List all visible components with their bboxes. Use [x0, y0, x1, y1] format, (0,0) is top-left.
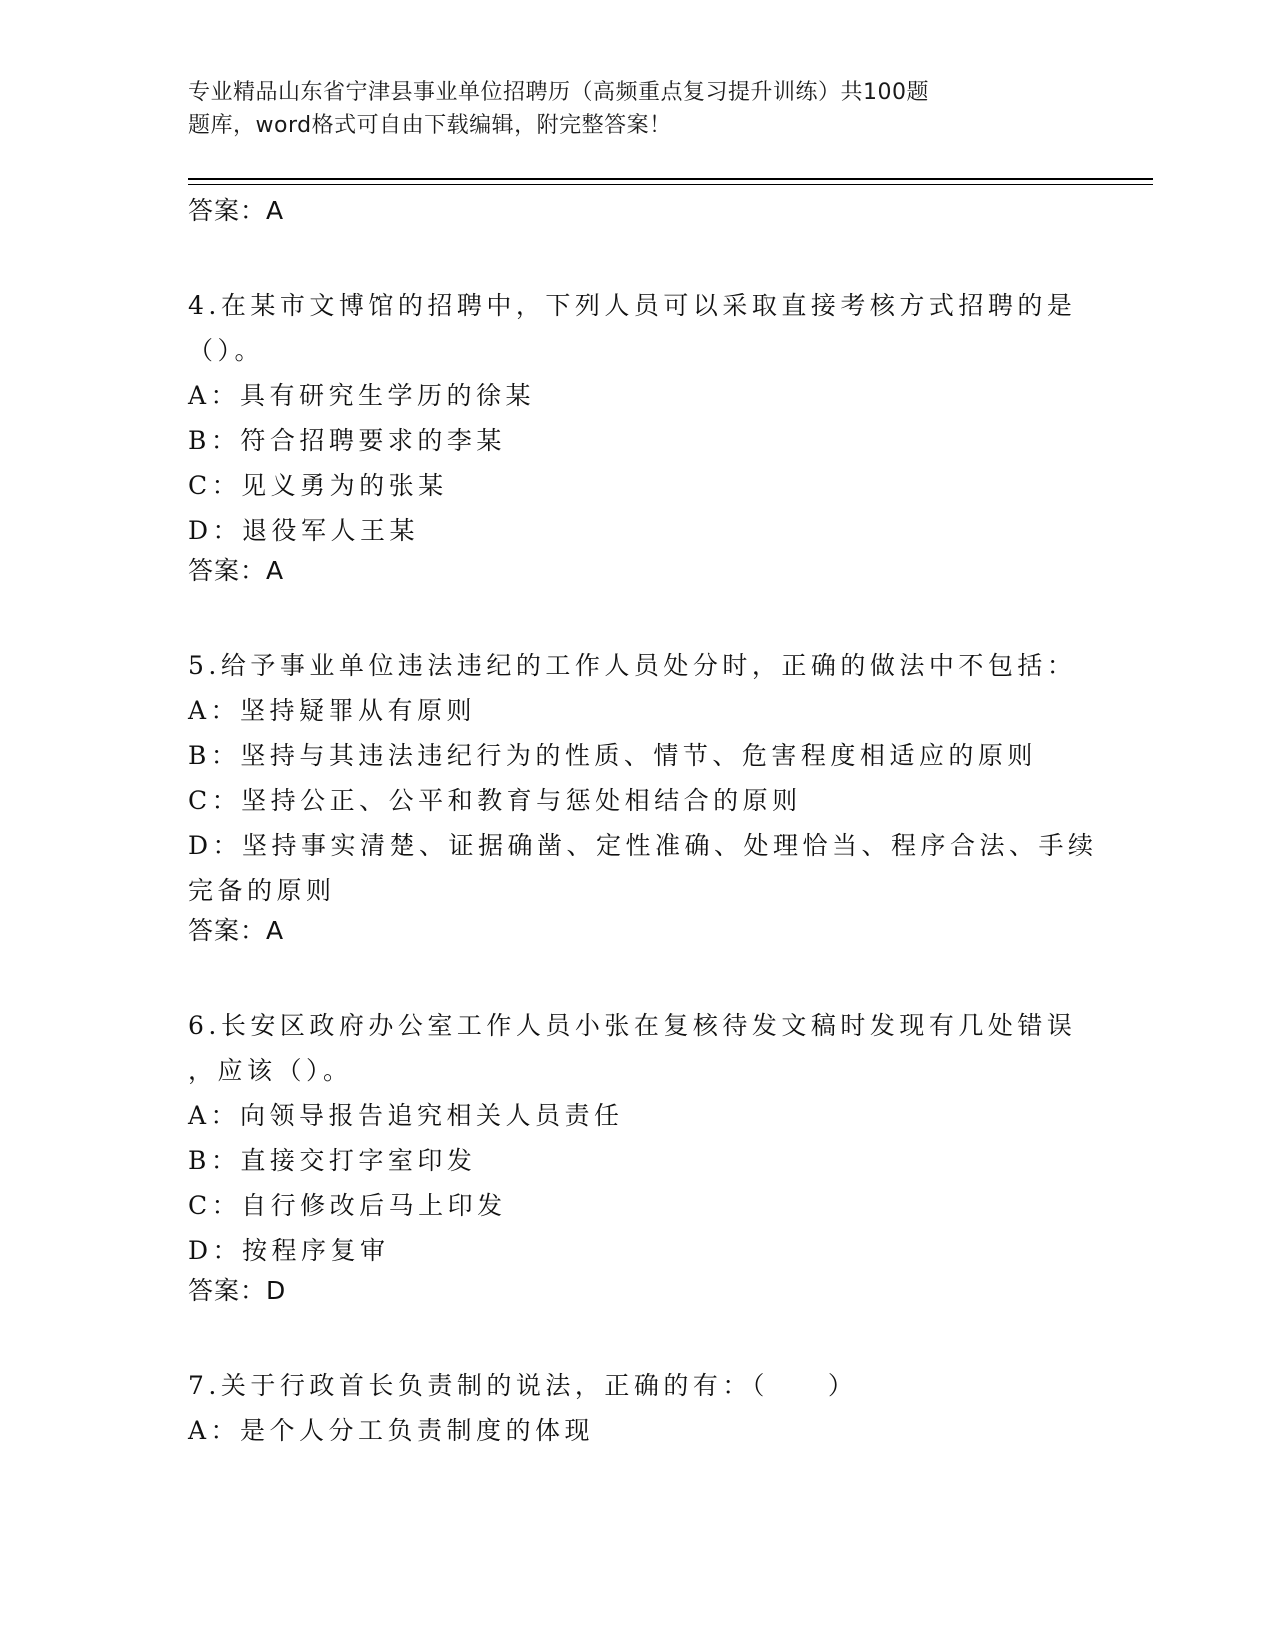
- header-divider-thick: [188, 178, 1153, 180]
- question-stem: 5.给予事业单位违法违纪的工作人员处分时，正确的做法中不包括：: [188, 651, 1077, 680]
- option-b: B：符合招聘要求的李某: [188, 426, 506, 455]
- answer-label: 答案：D: [188, 1276, 287, 1305]
- option-b: B：直接交打字室印发: [188, 1146, 477, 1175]
- option-a: A：坚持疑罪从有原则: [188, 696, 477, 725]
- question-5: [188, 643, 1108, 947]
- question-stem: 7.关于行政首长负责制的说法，正确的有：（ ）: [188, 1371, 858, 1400]
- question-6: [188, 1003, 1108, 1307]
- question-7: [188, 1363, 1108, 1453]
- question-stem: 4.在某市文博馆的招聘中，下列人员可以采取直接考核方式招聘的是: [188, 291, 1077, 320]
- header-line-1: 专业精品山东省宁津县事业单位招聘历（高频重点复习提升训练）共100题: [188, 80, 929, 105]
- header-line-2: 题库，word格式可自由下载编辑，附完整答案！: [188, 113, 672, 138]
- option-d-continued: 完备的原则: [188, 876, 336, 905]
- answer-label: 答案：A: [188, 556, 285, 585]
- question-stem-continued: ，应该（）。: [188, 1056, 353, 1085]
- option-d: D：退役军人王某: [188, 516, 420, 545]
- question-stem: 6.长安区政府办公室工作人员小张在复核待发文稿时发现有几处错误: [188, 1011, 1077, 1040]
- option-a: A：是个人分工负责制度的体现: [188, 1416, 595, 1445]
- option-d: D：按程序复审: [188, 1236, 390, 1265]
- question-stem-continued: （）。: [188, 336, 265, 365]
- document-header: [188, 76, 1028, 142]
- option-a: A：向领导报告追究相关人员责任: [188, 1101, 624, 1130]
- question-4: [188, 283, 1108, 587]
- option-d: D：坚持事实清楚、证据确凿、定性准确、处理恰当、程序合法、手续: [188, 831, 1098, 860]
- option-b: B：坚持与其违法违纪行为的性质、情节、危害程度相适应的原则: [188, 741, 1037, 770]
- option-c: C：见义勇为的张某: [188, 471, 448, 500]
- option-a: A：具有研究生学历的徐某: [188, 381, 536, 410]
- option-c: C：自行修改后马上印发: [188, 1191, 507, 1220]
- answer-label: 答案：A: [188, 916, 285, 945]
- previous-answer: 答案：A: [188, 196, 285, 225]
- question-list: [188, 195, 1108, 1453]
- option-c: C：坚持公正、公平和教育与惩处相结合的原则: [188, 786, 802, 815]
- header-divider-thin: [188, 184, 1153, 185]
